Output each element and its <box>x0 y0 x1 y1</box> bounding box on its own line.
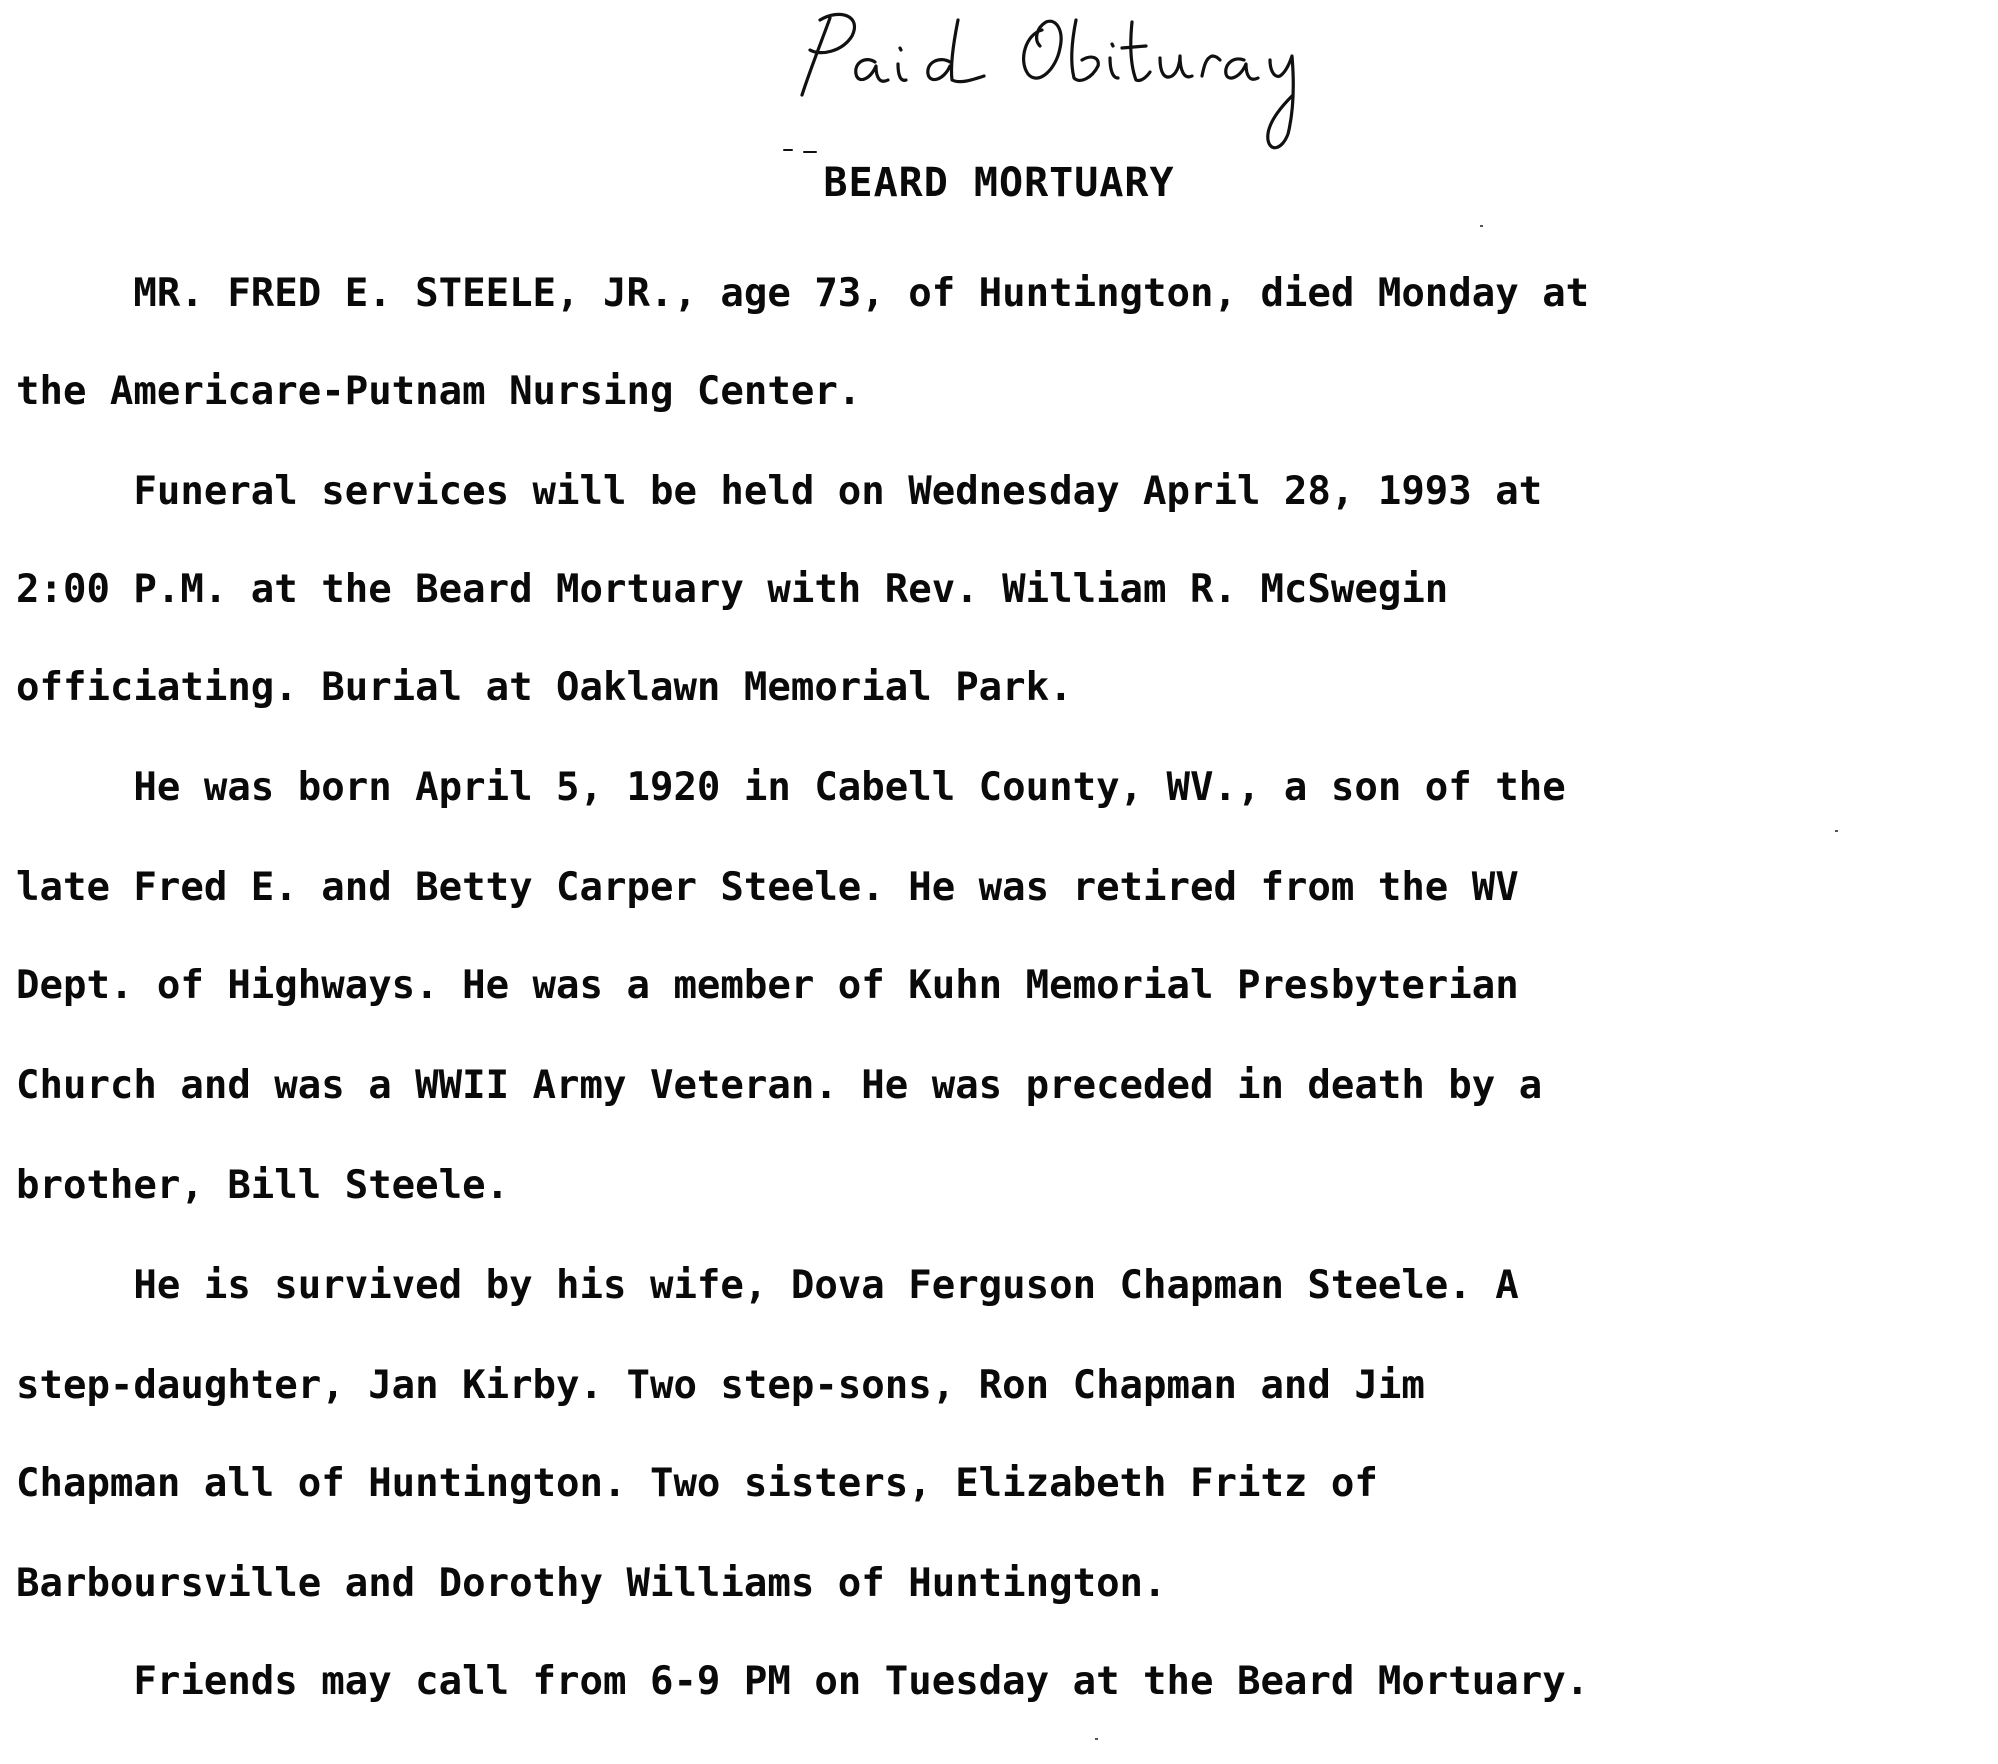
scan-speck <box>1835 830 1838 832</box>
body-line: the Americare-Putnam Nursing Center. <box>16 369 862 414</box>
body-line: He is survived by his wife, Dova Ferguson Chapman Steele. A <box>16 1263 1519 1308</box>
page-title: BEARD MORTUARY <box>823 160 1175 206</box>
body-line: Funeral services will be held on Wednesday April 28, 1993 at <box>16 469 1543 514</box>
body-line: brother, Bill Steele. <box>16 1163 510 1208</box>
body-line: MR. FRED E. STEELE, JR., age 73, of Huntington, died Monday at <box>16 271 1590 316</box>
body-line: Chapman all of Huntington. Two sisters, Elizabeth Fritz of <box>16 1461 1378 1506</box>
body-line: Church and was a WWII Army Veteran. He was preceded in death by a <box>16 1063 1543 1108</box>
scan-speck <box>1480 225 1483 227</box>
body-line: 2:00 P.M. at the Beard Mortuary with Rev. William R. McSwegin <box>16 567 1449 612</box>
body-line: Barboursville and Dorothy Williams of Huntington. <box>16 1561 1167 1606</box>
body-line: step-daughter, Jan Kirby. Two step-sons, Ron Chapman and Jim <box>16 1363 1425 1408</box>
body-line: officiating. Burial at Oaklawn Memorial Park. <box>16 665 1073 710</box>
body-line: Friends may call from 6-9 PM on Tuesday at the Beard Mortuary. <box>16 1659 1590 1704</box>
body-line: He was born April 5, 1920 in Cabell County, WV., a son of the <box>16 765 1566 810</box>
handwritten-note-paid-obituary <box>780 0 1420 175</box>
scan-speck <box>1095 1738 1098 1740</box>
body-line: late Fred E. and Betty Carper Steele. He was retired from the WV <box>16 865 1519 910</box>
body-line: Dept. of Highways. He was a member of Kuhn Memorial Presbyterian <box>16 963 1519 1008</box>
